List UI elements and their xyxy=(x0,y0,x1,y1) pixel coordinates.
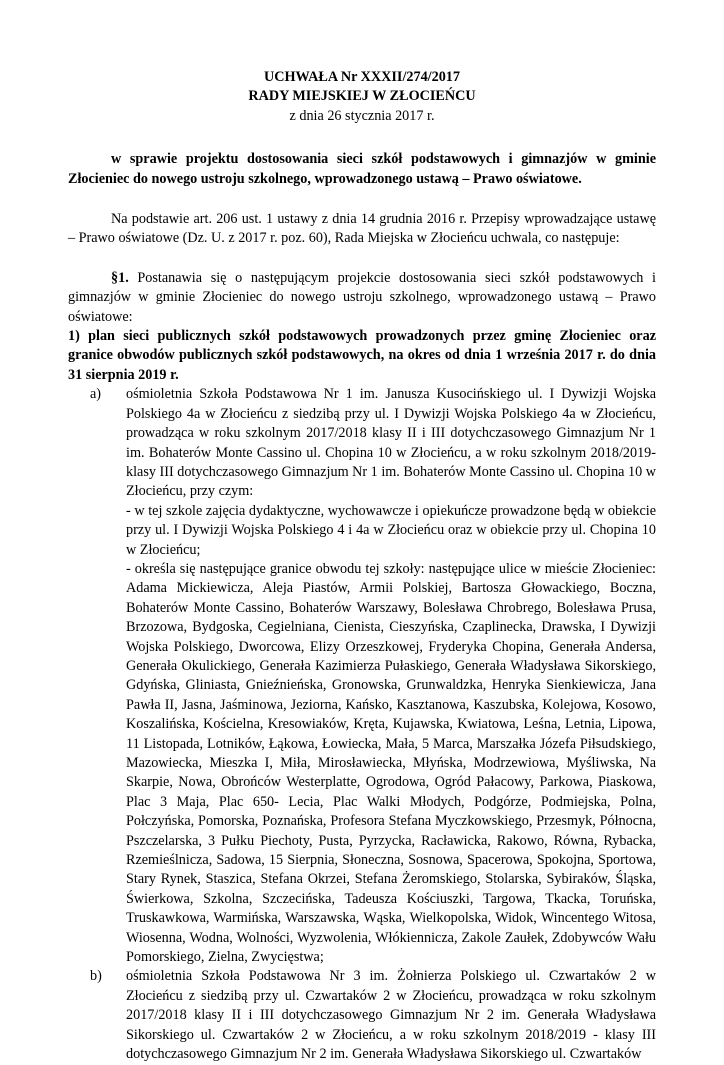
resolution-number: UCHWAŁA Nr XXXII/274/2017 xyxy=(263,69,460,85)
resolution-header xyxy=(68,68,656,126)
list-item-text: ośmioletnia Szkoła Podstawowa Nr 1 im. Janusza Kusocińskiego ul. I Dywizji Wojska Polskiego 4a w Złocieńcu z siedzibą przy ul. I Dywizji Wojska Polskiego 4a w Złocieńcu, prowadząca w roku szkolnym 2017/2018 klasy II i III dotychczasowego Gimnazjum Nr 1 im. Bohaterów Monte Cassino ul. Chopina 10 w Złocieńcu, a w roku szkolnym 2018/2019-klasy III dotychczasowego Gimnazjum Nr 1 im. Bohaterów Monte Cassino ul. Chopina 10 w Złocieńcu, przy czym: xyxy=(126,386,656,500)
list-item-subpoint: - w tej szkole zajęcia dydaktyczne, wychowawcze i opiekuńcze prowadzone będą w obiekcie przy ul. I Dywizji Wojska Polskiego 4 i 4a w Złocieńcu oraz w obiekcie przy ul. Chopina 10 w Złocieńcu; xyxy=(126,502,656,558)
list-item-text: ośmioletnia Szkoła Podstawowa Nr 3 im. Żołnierza Polskiego ul. Czwartaków 2 w Złocieńcu z siedzibą przy ul. Czwartaków 2 w Złocieńcu, prowadząca w roku szkolnym 2017/2018 klasy II i III dotychczasowego Gimnazjum Nr 2 im. Generała Władysława Sikorskiego ul. Czwartaków 2 w Złocieńcu, a w roku szkolnym 2018/2019 - klasy III dotychczasowego Gimnazjum Nr 2 im. Generała Władysława Sikorskiego ul. Czwartaków xyxy=(126,968,656,1063)
section-1-label: §1. xyxy=(111,269,129,286)
section-1 xyxy=(68,269,656,327)
list-marker: a) xyxy=(90,386,102,403)
list-item-a xyxy=(68,385,656,967)
council-name: RADY MIEJSKIEJ W ZŁOCIEŃCU xyxy=(248,88,476,105)
legal-basis: Na podstawie art. 206 ust. 1 ustawy z dnia 14 grudnia 2016 r. Przepisy wprowadzające ustawę – Prawo oświatowe (Dz. U. z 2017 r. poz. 60), Rada Miejska w Złocieńcu uchwala, co następuje: xyxy=(68,211,656,247)
resolution-subject: w sprawie projektu dostosowania sieci szkół podstawowych i gimnazjów w gminie Złocieniec do nowego ustroju szkolnego, wprowadzonego ustawą – Prawo oświatowe. xyxy=(68,151,656,187)
list-item-b xyxy=(68,967,656,1064)
list-marker: b) xyxy=(90,968,102,985)
list-item-subpoint: - określa się następujące granice obwodu tej szkoły: następujące ulice w mieście Złocieniec: Adama Mickiewicza, Aleja Piastów, Armii Polskiej, Bartosza Głowackiego, Boczna, Bohaterów Monte Cassino, Bohaterów Warszawy, Bolesława Chrobrego, Bolesława Prusa, Brzozowa, Bydgoska, Cegielniana, Cienista, Cieszyńska, Czaplinecka, Drawska, I Dywizji Wojska Polskiego, Dworcowa, Elizy Orzeszkowej, Fryderyka Chopina, Generała Andersa, Generała Okulickiego, Generała Kazimierza Pułaskiego, Generała Władysława Sikorskiego, Gdyńska, Gliniasta, Gnieźnieńska, Gronowska, Grunwaldzka, Henryka Sienkiewicza, Jana Pawła II, Jasna, Jaśminowa, Jeziorna, Kańsko, Kasztanowa, Kaszubska, Kolejowa, Kosowo, Koszalińska, Kościelna, Kresowiaków, Kręta, Kujawska, Kwiatowa, Leśna, Letnia, Lipowa, 11 Listopada, Lotników, Łąkowa, Łowiecka, Mała, 5 Marca, Marszałka Józefa Piłsudskiego, Mazowiecka, Mieszka I, Miła, Mirosławiecka, Młyńska, Modrzewiowa, Myśliwska, Na Skarpie, Nowa, Obrońców Westerplatte, Ogrodowa, Ogród Pałacowy, Parkowa, Piaskowa, Plac 3 Maja, Plac 650- Lecia, Plac Walki Młodych, Podgórze, Podmiejska, Polna, Połczyńska, Pomorska, Poznańska, Profesora Stefana Myczkowskiego, Przesmyk, Północna, Pszczelarska, 3 Pułku Piechoty, Pusta, Pyrzycka, Racławicka, Rakowo, Równa, Rybacka, Rzemieślnicza, Sadowa, 15 Sierpnia, Słoneczna, Sosnowa, Spacerowa, Spokojna, Sportowa, Stary Rynek, Staszica, Stefana Okrzei, Stefana Żeromskiego, Stolarska, Sybiraków, Śląska, Świerkowa, Szkolna, Szczecińska, Tadeusza Kościuszki, Targowa, Tkacka, Toruńska, Truskawkowa, Warmińska, Warszawska, Wąska, Wielkopolska, Widok, Wincentego Witosa, Wiosenna, Wodna, Wolności, Wyzwolenia, Włókiennicza, Zakole Zaułek, Zdobywców Wału Pomorskiego, Zielna, Zwycięstwa; xyxy=(126,560,656,966)
section-1-text: Postanawia się o następującym projekcie dostosowania sieci szkół podstawowych i gimnazjów w gminie Złocieniec do nowego ustroju szkolnego, wprowadzonego ustawą – Prawo oświatowe: xyxy=(68,269,656,325)
point-1-heading: 1) plan sieci publicznych szkół podstawowych prowadzonych przez gminę Złocieniec oraz granice obwodów publicznych szkół podstawowych, na okres od dnia 1 września 2017 r. do dnia 31 sierpnia 2019 r. xyxy=(68,328,656,383)
resolution-date: z dnia 26 stycznia 2017 r. xyxy=(289,107,435,124)
